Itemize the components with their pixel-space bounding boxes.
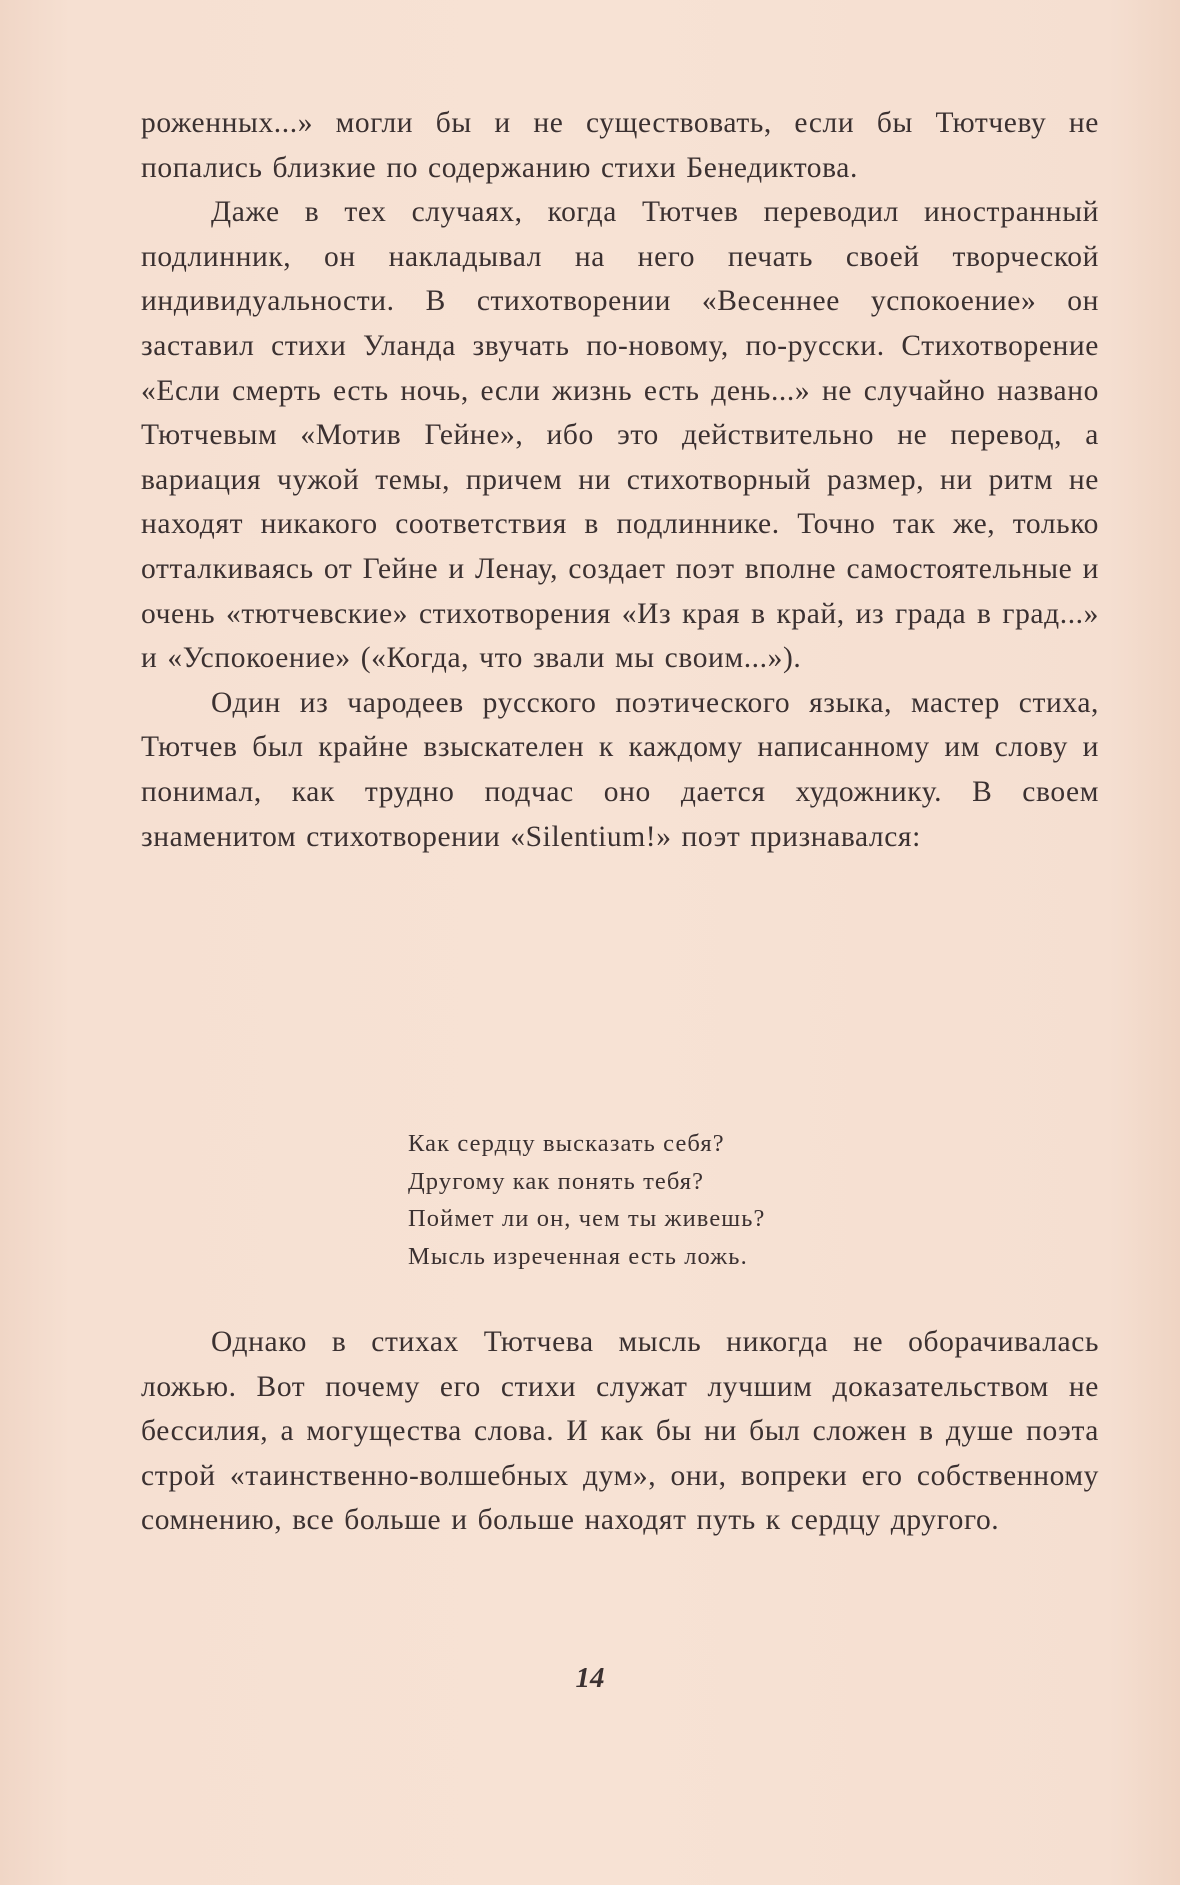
poem-line: Мысль изреченная есть ложь. (408, 1242, 748, 1270)
poem-line: Поймет ли он, чем ты живешь? (408, 1205, 766, 1232)
poem-line: Как сердцу высказать себя? (408, 1130, 725, 1157)
body-text-top (141, 101, 1099, 859)
paragraph-continuation: роженных...» могли бы и не существовать, если бы Тютчеву не попались близкие по содержанию стихи Бенедиктова. (141, 107, 1099, 184)
paragraph: Один из чародеев русского поэтического языка, мастер стиха, Тютчев был крайне взыскателен к каждому написанному им слову и понимал, как трудно подчас оно дается художнику. В своем знаменитом стихотворении «Silentium!» поэт признавался: (141, 686, 1099, 853)
poem-line: Другому как понять тебя? (408, 1167, 705, 1195)
page-number: 14 (575, 1662, 605, 1694)
body-text-bottom (141, 1320, 1099, 1543)
paragraph: Даже в тех случаях, когда Тютчев переводил иностранный подлинник, он накладывал на него печать своей творческой индивидуальности. В стихотворении «Весеннее успокоение» он заставил стихи Уланда звучать по-новому, по-русски. Стихотворение «Если смерть есть ночь, если жизнь есть день...» не случайно названо Тютчевым «Мотив Гейне», ибо это действительно не перевод, а вариация чужой темы, причем ни стихотворный размер, ни ритм не находят никакого соответствия в подлиннике. Точно так же, только отталкиваясь от Гейне и Ленау, создает поэт вполне самостоятельные и очень «тютчевские» стихотворения «Из края в край, из града в град...» и «Успокоение» («Когда, что звали мы своим...»). (141, 196, 1099, 675)
poem-quote (408, 1125, 766, 1275)
paragraph: Однако в стихах Тютчева мысль никогда не оборачивалась ложью. Вот почему его стихи служат лучшим доказательством не бессилия, а могущества слова. И как бы ни был сложен в душе поэта строй «таинственно-волшебных дум», они, вопреки его собственному сомнению, все больше и больше находят путь к сердцу другого. (141, 1326, 1099, 1537)
